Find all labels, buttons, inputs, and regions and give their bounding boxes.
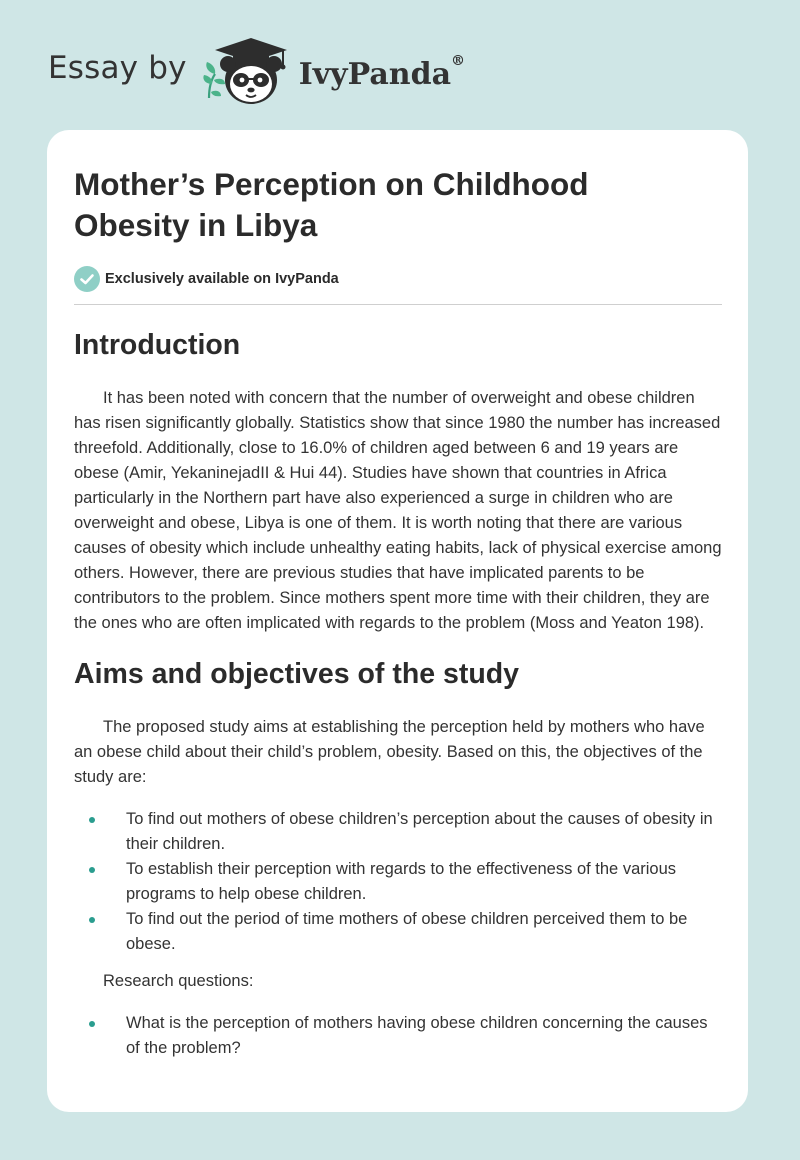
registered-mark: ® (451, 52, 466, 69)
bullet-icon (89, 1021, 95, 1027)
essay-card (47, 130, 748, 1112)
introduction-paragraph: It has been noted with concern that the number of overweight and obese children has risen significantly globally. Statistics show that since 1980 the number has increased threefold. Additionally, close to 16.0% of children aged between 6 and 19 years are obese (Amir, YekaninejadII & Hui 44). Studies have shown that countries in Africa particularly in the Northern part have also experienced a surge in children who are overweight and obese, Libya is one of them. It is worth noting that there are various causes of obesity which include unhealthy eating habits, lack of physical exercise among others. However, there are previous studies that have implicated parents to be contributors to the problem. Since mothers spent more time with their children, they are the ones who are often implicated with regards to the problem (Moss and Yeaton 198). (74, 389, 722, 632)
aims-paragraph: The proposed study aims at establishing the perception held by mothers who have an obese child about their child’s problem, obesity. Based on this, the objectives of the study are: (74, 718, 705, 786)
brand-name (298, 52, 466, 92)
brand-name-text: IvyPanda (298, 56, 452, 92)
title-divider (74, 304, 722, 305)
objectives-list (74, 807, 722, 957)
list-item (74, 857, 722, 907)
panda-graduate-icon (203, 36, 295, 108)
question-text: What is the perception of mothers having obese children concerning the causes of the problem? (126, 1014, 708, 1057)
research-questions-list (74, 1011, 722, 1061)
bullet-icon (89, 817, 95, 823)
list-item (74, 907, 722, 957)
research-questions-label: Research questions: (103, 972, 254, 990)
objective-text: To establish their perception with regards to the effectiveness of the various programs to help obese children. (126, 860, 677, 903)
objective-text: To find out mothers of obese children’s perception about the causes of obesity in their children. (126, 810, 713, 853)
objective-text: To find out the period of time mothers of obese children perceived them to be obese. (126, 910, 688, 953)
bullet-icon (89, 917, 95, 923)
check-circle-icon (74, 266, 100, 292)
list-item (74, 807, 722, 857)
exclusive-badge (74, 266, 722, 292)
site-header (48, 36, 465, 108)
essay-title: Mother’s Perception on Childhood Obesity in Libya (74, 166, 589, 243)
section-heading-introduction: Introduction (74, 329, 241, 361)
section-heading-aims: Aims and objectives of the study (74, 658, 520, 690)
list-item (74, 1011, 722, 1061)
exclusive-badge-label: Exclusively available on IvyPanda (105, 271, 339, 287)
bullet-icon (89, 867, 95, 873)
essay-by-label: Essay by (48, 50, 187, 86)
